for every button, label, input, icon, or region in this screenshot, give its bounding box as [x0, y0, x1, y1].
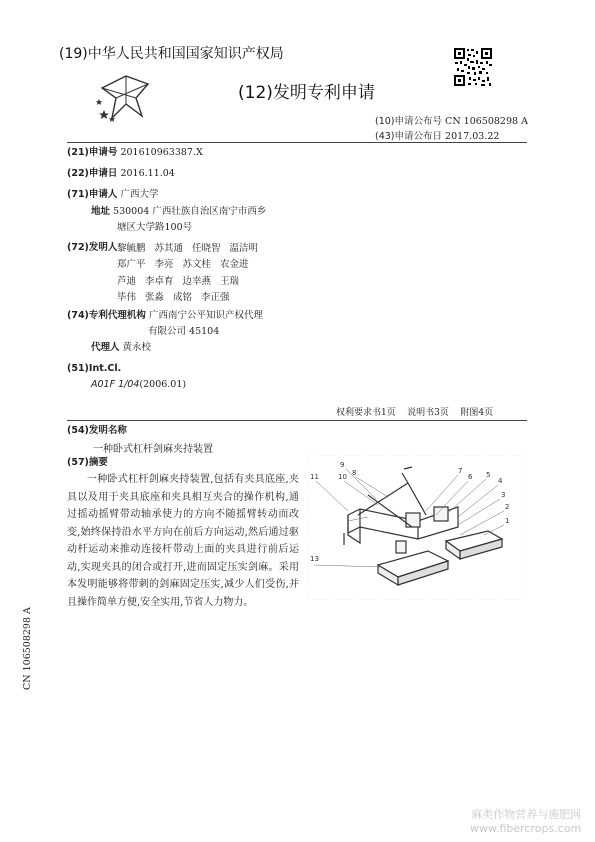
inventor-row-3 [117, 273, 248, 287]
document-type: (12)发明专利申请 [238, 83, 375, 103]
cnipa-logo [96, 72, 156, 124]
inventor-name: 边幸燕 [182, 276, 212, 287]
int-cl-value [91, 377, 186, 393]
header-rule [67, 142, 527, 143]
agent-value: 黄永校 [122, 342, 152, 353]
int-cl-year: (2006.01) [139, 379, 187, 390]
inventor-name: 温洁明 [229, 243, 259, 254]
inventor-name: 王瑞 [220, 276, 240, 287]
qr-code [453, 47, 493, 87]
abstract-label: (57)摘要 [67, 457, 108, 468]
address-label: 地址 [91, 206, 111, 217]
inventor-name: 李正强 [201, 292, 230, 303]
filing-date-value: 2016.11.04 [120, 168, 175, 179]
inventors-label-row [67, 240, 117, 256]
invention-title: 一种卧式杠杆剑麻夹持装置 [93, 444, 213, 455]
inventor-name: 苏其通 [154, 243, 184, 254]
inventors-label: (72)发明人 [67, 242, 118, 253]
int-cl-label: (51)Int.Cl. [67, 363, 122, 374]
section-rule [67, 420, 527, 421]
invention-title-label: (54)发明名称 [67, 425, 127, 436]
inventor-name: 张淼 [145, 292, 165, 303]
publication-number [375, 113, 528, 127]
figure-label: 13 [310, 555, 319, 563]
inventor-name: 毕伟 [117, 292, 137, 303]
applicant-value: 广西大学 [120, 189, 159, 200]
page-count: 权利要求书1页 说明书3页 附图4页 [336, 408, 494, 418]
inventor-name: 黎毓鹏 [117, 243, 146, 254]
inventor-name: 任晓智 [192, 243, 221, 254]
invention-figure [308, 455, 523, 600]
patent-office-title: (19)中华人民共和国国家知识产权局 [59, 46, 284, 62]
address [91, 204, 266, 220]
agency-line1: 广西南宁公平知识产权代理 [148, 310, 263, 321]
pub-date: 2017.03.22 [445, 131, 500, 142]
watermark-line2: www.fibercrops.com [470, 822, 582, 835]
watermark-line1: 麻类作物营养与施肥网 [471, 808, 582, 821]
pub-no: CN 106508298 A [445, 116, 528, 127]
inventor-name: 李卓育 [145, 276, 174, 287]
inventor-row-4 [117, 289, 239, 303]
inventor-name: 芦迪 [117, 276, 137, 287]
figure-label: 7 [458, 467, 463, 475]
pub-date-label: (43)申请公布日 [375, 131, 443, 142]
app-no: 201610963387.X [120, 147, 203, 158]
inventor-name: 李亮 [154, 259, 174, 270]
figure-label: 3 [501, 491, 506, 499]
figure-label: 5 [486, 471, 491, 479]
inventor-row-1 [117, 240, 267, 254]
filing-date [67, 166, 175, 182]
inventor-name: 成铭 [173, 292, 193, 303]
figure-label: 8 [352, 469, 357, 477]
patent-agency [67, 308, 263, 324]
figure-label: 2 [505, 503, 510, 511]
agency-line2: 有限公司 45104 [148, 326, 220, 337]
address-line1: 530004 广西壮族自治区南宁市西乡 [113, 206, 267, 217]
application-number [67, 145, 203, 161]
inventor-row-2 [117, 256, 258, 270]
publication-date [375, 128, 499, 142]
agent [91, 340, 151, 356]
watermark [470, 808, 581, 836]
agent-label: 代理人 [91, 342, 120, 353]
applicant-label: (71)申请人 [67, 189, 118, 200]
figure-label: 11 [310, 473, 319, 481]
filing-date-label: (22)申请日 [67, 168, 118, 179]
applicant [67, 187, 158, 203]
pub-no-label: (10)申请公布号 [375, 116, 443, 127]
abstract-text: 一种卧式杠杆剑麻夹持装置,包括有夹具底座,夹具以及用于夹具底座和夹具相互夹合的操作机构,通过摇动摇臂带动轴承使力的方向不随摇臂转动而改变,始终保持沿水平方向在前后方向运动,然后通过驱动杆运动来推动连接杆带动上面的夹具进行前后运动,实现夹具的闭合或打开,进而固定压实剑麻。采用本发明能够将带刺的剑麻固定压实,减少人们受伤,并且操作简单方便,安全实用,节省人力物力。 [67, 474, 299, 608]
agency-label: (74)专利代理机构 [67, 310, 146, 321]
figure-label: 4 [498, 477, 503, 485]
figure-label: 1 [505, 517, 510, 525]
address-line2: 塘区大学路100号 [117, 222, 193, 233]
app-no-label: (21)申请号 [67, 147, 118, 158]
int-cl-code: A01F 1/04 [91, 379, 140, 390]
inventor-name: 农金进 [220, 259, 249, 270]
inventor-name: 苏文桂 [182, 259, 212, 270]
inventor-name: 郑广平 [117, 259, 146, 270]
figure-label: 10 [338, 473, 347, 481]
side-publication-number: CN 106508298 A [22, 607, 33, 690]
figure-label: 9 [340, 461, 345, 469]
figure-label: 6 [468, 473, 473, 481]
